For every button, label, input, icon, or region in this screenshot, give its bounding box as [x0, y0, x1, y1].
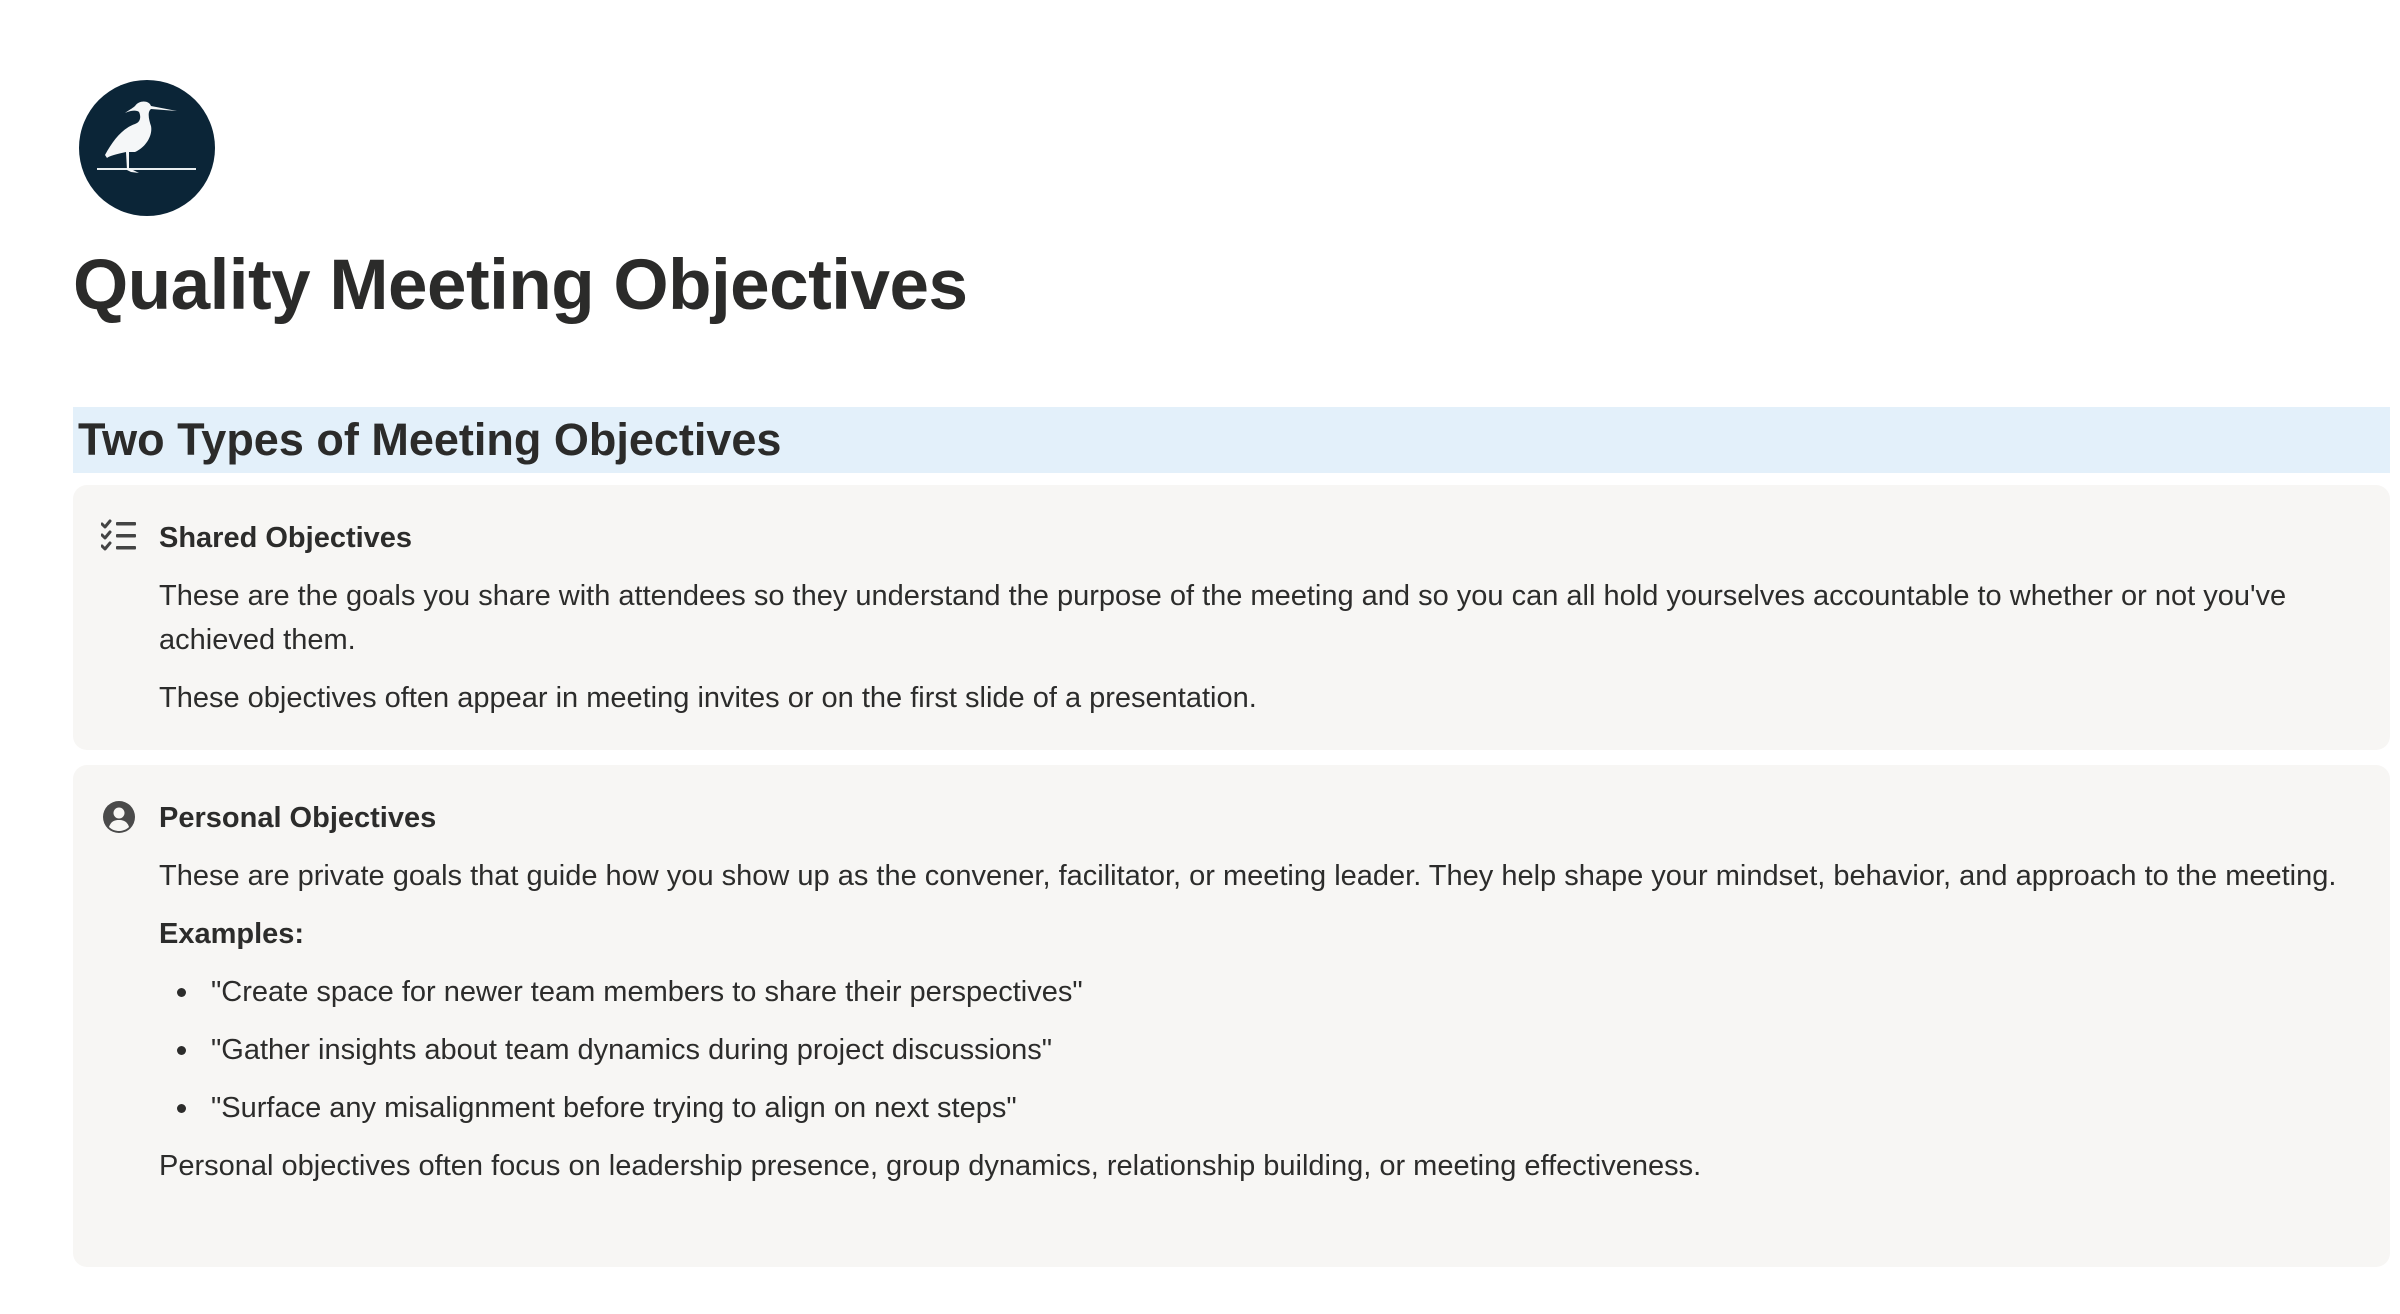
callout-title: Shared Objectives [159, 522, 413, 554]
callout-personal-objectives [73, 765, 2390, 1267]
callout-title: Personal Objectives [159, 802, 437, 834]
examples-label: Examples: [159, 918, 305, 950]
list-item: "Create space for newer team members to share their perspectives" [159, 970, 2350, 1014]
user-circle-icon [101, 799, 137, 835]
list-item: "Surface any misalignment before trying to align on next steps" [159, 1086, 2350, 1130]
heron-icon [79, 80, 215, 216]
checklist-icon [101, 519, 137, 555]
list-item: "Gather insights about team dynamics during project discussions" [159, 1028, 2350, 1072]
callout-shared-objectives [73, 485, 2390, 750]
callout-paragraph: Personal objectives often focus on leadership presence, group dynamics, relationship building, or meeting effectiveness. [159, 1150, 1702, 1182]
section-heading: Two Types of Meeting Objectives [73, 407, 2390, 473]
page-title: Quality Meeting Objectives [73, 246, 968, 325]
callout-paragraph: These are private goals that guide how you show up as the convener, facilitator, or meeting leader. They help shape your mindset, behavior, and approach to the meeting. [159, 860, 2337, 892]
callout-paragraph: These are the goals you share with attendees so they understand the purpose of the meeting and so you can all hold yourselves accountable to whether or not you've achieved them. [159, 580, 2287, 656]
callout-paragraph: These objectives often appear in meeting invites or on the first slide of a presentation. [159, 682, 1257, 714]
examples-list [159, 970, 2350, 1130]
heron-logo [79, 80, 215, 216]
